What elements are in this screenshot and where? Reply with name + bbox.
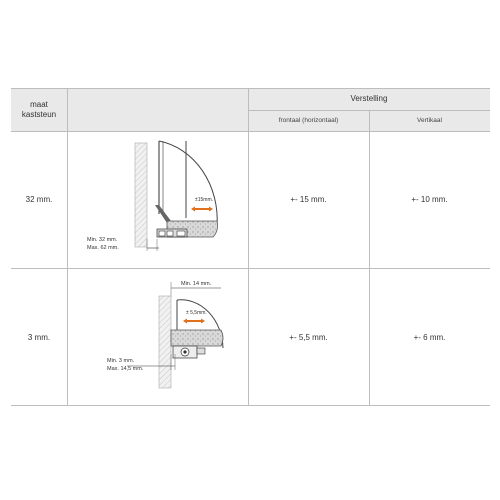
hinge-diagram-3mm — [67, 268, 248, 405]
adjust-label: ± 5,5mm. — [186, 310, 207, 316]
hinge-diagram-32mm — [67, 131, 248, 268]
grid-line — [369, 110, 370, 406]
min-label: Min. 3 mm. — [107, 358, 135, 364]
adjustment-table — [11, 88, 490, 406]
max-label: Max. 14,5 mm. — [107, 366, 144, 372]
grid-line — [11, 88, 490, 89]
min-label: Min. 32 mm. — [87, 237, 118, 243]
header-cabinet-support: maat kaststeun — [21, 99, 57, 119]
row1-frontal: +- 15 mm. — [290, 195, 327, 204]
header-vertical: Vertikaal — [417, 117, 442, 124]
row2-support: 3 mm. — [27, 332, 51, 342]
row1-vertical: +- 10 mm. — [411, 195, 448, 204]
grid-line — [11, 405, 490, 406]
row2-vertical: +- 6 mm. — [413, 332, 446, 342]
header-diagram-blank — [67, 88, 248, 131]
grid-line — [248, 88, 249, 406]
max-label: Max. 62 mm. — [87, 245, 119, 251]
row2-frontal: +- 5,5 mm. — [289, 332, 328, 342]
cabinet-wall — [135, 143, 147, 247]
door-slab — [171, 330, 223, 346]
header-frontal: frontaal (horizontaal) — [278, 117, 339, 124]
door-arc — [159, 141, 217, 226]
header-adjustment: Verstelling — [350, 94, 388, 103]
adjust-label: ±15mm. — [195, 197, 214, 203]
cabinet-wall — [159, 296, 171, 388]
row1-support: 32 mm. — [25, 195, 53, 204]
top-label: Min. 14 mm. — [181, 281, 212, 287]
